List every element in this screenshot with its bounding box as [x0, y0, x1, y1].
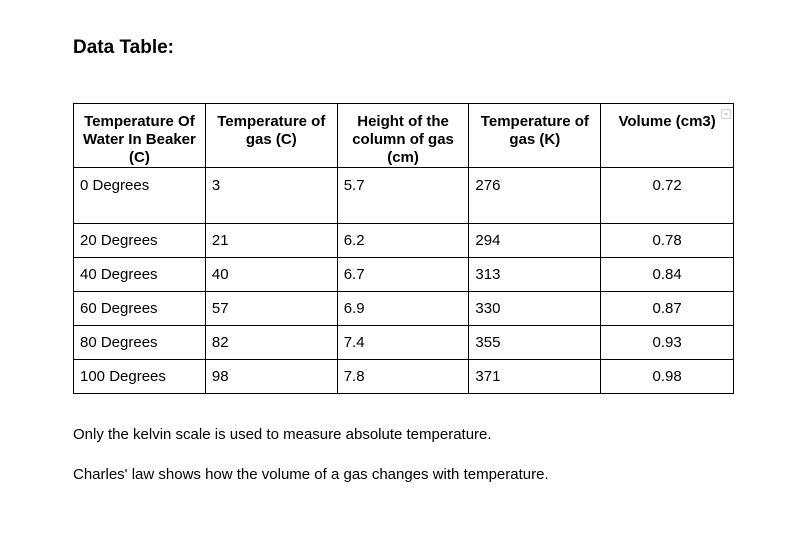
- table-row: [74, 258, 734, 292]
- note-charles-law: Charles' law shows how the volume of a gas changes with temperature.: [73, 466, 549, 483]
- cell-gas-temperature-celsius[interactable]: 40: [205, 258, 337, 292]
- cell-gas-column-height[interactable]: 7.4: [337, 326, 469, 360]
- header-gas-column-height[interactable]: Height of the column of gas (cm): [337, 104, 469, 168]
- cell-volume[interactable]: 0.93: [601, 326, 734, 360]
- cell-volume[interactable]: 0.84: [601, 258, 734, 292]
- note-kelvin-scale: Only the kelvin scale is used to measure absolute temperature.: [73, 426, 492, 443]
- header-gas-temperature-celsius[interactable]: Temperature of gas (C): [205, 104, 337, 168]
- header-water-temperature[interactable]: Temperature Of Water In Beaker (C): [74, 104, 206, 168]
- cell-water-temperature[interactable]: 0 Degrees: [74, 168, 206, 224]
- table-row: [74, 292, 734, 326]
- data-table: [73, 103, 734, 394]
- cell-gas-temperature-kelvin[interactable]: 355: [469, 326, 601, 360]
- cell-water-temperature[interactable]: 60 Degrees: [74, 292, 206, 326]
- cell-volume[interactable]: 0.98: [601, 360, 734, 394]
- header-gas-temperature-kelvin[interactable]: Temperature of gas (K): [469, 104, 601, 168]
- table-row: [74, 360, 734, 394]
- cell-gas-temperature-celsius[interactable]: 82: [205, 326, 337, 360]
- table-row: [74, 168, 734, 224]
- cell-gas-temperature-kelvin[interactable]: 276: [469, 168, 601, 224]
- cell-gas-temperature-celsius[interactable]: 57: [205, 292, 337, 326]
- cell-gas-temperature-kelvin[interactable]: 313: [469, 258, 601, 292]
- cell-gas-temperature-kelvin[interactable]: 294: [469, 224, 601, 258]
- table-row: [74, 224, 734, 258]
- cell-gas-column-height[interactable]: 6.7: [337, 258, 469, 292]
- cell-gas-temperature-celsius[interactable]: 3: [205, 168, 337, 224]
- cell-volume[interactable]: 0.78: [601, 224, 734, 258]
- dropdown-indicator-icon[interactable]: [721, 109, 731, 119]
- cell-gas-column-height[interactable]: 5.7: [337, 168, 469, 224]
- page-title: Data Table:: [73, 37, 175, 58]
- table-row: [74, 326, 734, 360]
- cell-gas-temperature-kelvin[interactable]: 371: [469, 360, 601, 394]
- header-volume[interactable]: [601, 104, 734, 168]
- cell-water-temperature[interactable]: 20 Degrees: [74, 224, 206, 258]
- cell-gas-temperature-celsius[interactable]: 98: [205, 360, 337, 394]
- cell-gas-column-height[interactable]: 7.8: [337, 360, 469, 394]
- cell-water-temperature[interactable]: 40 Degrees: [74, 258, 206, 292]
- cell-volume[interactable]: 0.72: [601, 168, 734, 224]
- cell-water-temperature[interactable]: 80 Degrees: [74, 326, 206, 360]
- cell-gas-column-height[interactable]: 6.9: [337, 292, 469, 326]
- header-volume-label: Volume (cm3): [618, 113, 716, 130]
- cell-gas-temperature-kelvin[interactable]: 330: [469, 292, 601, 326]
- cell-volume[interactable]: 0.87: [601, 292, 734, 326]
- table-header-row: [74, 104, 734, 168]
- cell-gas-temperature-celsius[interactable]: 21: [205, 224, 337, 258]
- cell-water-temperature[interactable]: 100 Degrees: [74, 360, 206, 394]
- cell-gas-column-height[interactable]: 6.2: [337, 224, 469, 258]
